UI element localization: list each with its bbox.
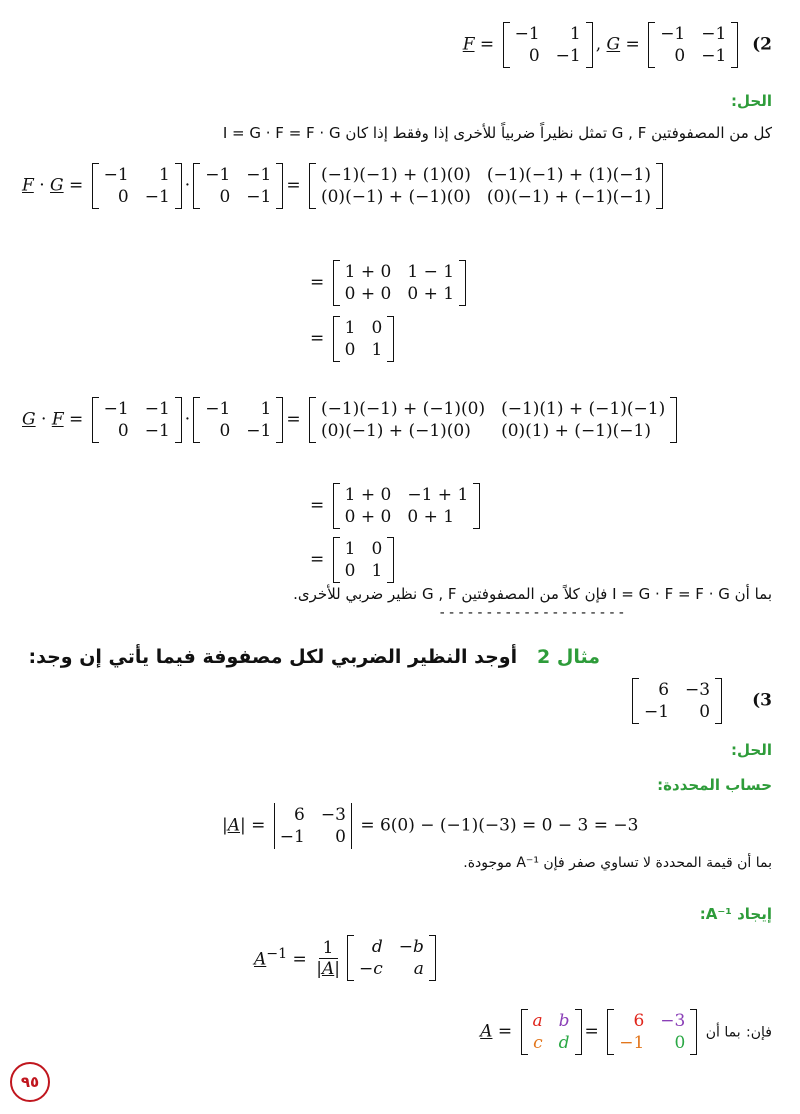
- example-text: أوجد النظير الضربي لكل مصفوفة فيما يأتي إن وجد:: [28, 646, 518, 668]
- fg-result: = 1 0 0 1: [310, 316, 397, 362]
- item-label-3: (3: [752, 690, 772, 711]
- gf-step2: = 1 + 0 −1 + 1 0 + 0 0 + 1: [310, 483, 483, 529]
- since-A-equals: A = a b c d = 6 −3 −1 0 فإن: بما أن: [480, 1011, 772, 1053]
- since-word: بما أن: [705, 1024, 741, 1041]
- item-label: (2: [752, 34, 772, 55]
- conclusion: بما أن I = G · F = F · G فإن كلاً من المصفوفتين G , F نظير ضربي للأخرى.: [293, 585, 772, 603]
- example-label: مثال 2: [537, 646, 600, 668]
- separator-line: --------------------: [438, 605, 627, 621]
- solution-label-2: الحل:: [731, 741, 772, 759]
- find-inverse-heading: إيجاد A⁻¹:: [699, 905, 772, 923]
- gf-product: G · F = −1 −1 0 −1 · −1 1 0 −1 = (−1)(−1) + (−1)(0) (−1)(1) + (−1)(−1) (0)(−1) + (−1)(0) (0)(1) + (−1)(−1): [22, 397, 680, 443]
- inverse-rule: كل من المصفوفتين G , F تمثل نظيراً ضربياً للأخرى إذا وفقط إذا كان I = G · F = F · G: [222, 124, 772, 142]
- determinant-heading: حساب المحددة:: [657, 776, 772, 794]
- then-label: فإن:: [746, 1024, 772, 1041]
- example-heading: [29, 646, 600, 668]
- determinant-calc: |A| = 6 −3 −1 0 = 6(0) − (−1)(−3) = 0 − 3 = −3: [222, 805, 639, 847]
- matrix-definitions: F = −1 1 0 −1 , G = −1 −1 0 −1 (2: [462, 24, 772, 66]
- gf-result: = 1 0 0 1: [310, 537, 397, 583]
- page-number: ٩٥: [10, 1062, 50, 1102]
- fg-product: F · G = −1 1 0 −1 · −1 −1 0 −1 = (−1)(−1) + (1)(0) (−1)(−1) + (1)(−1) (0)(−1) + (−1)(0) (0)(−1) + (−1)(−1): [22, 163, 666, 209]
- determinant-note: بما أن قيمة المحددة لا تساوي صفر فإن A⁻¹ موجودة.: [463, 855, 772, 871]
- fg-step2: = 1 + 0 1 − 1 0 + 0 0 + 1: [310, 260, 469, 306]
- solution-label: الحل:: [731, 92, 772, 110]
- matrix-A: 6 −3 −1 0 (3: [629, 678, 772, 724]
- inverse-formula: $A^{-1}$ = $\frac{1}{|A|}$ d −b −c a: [254, 935, 439, 981]
